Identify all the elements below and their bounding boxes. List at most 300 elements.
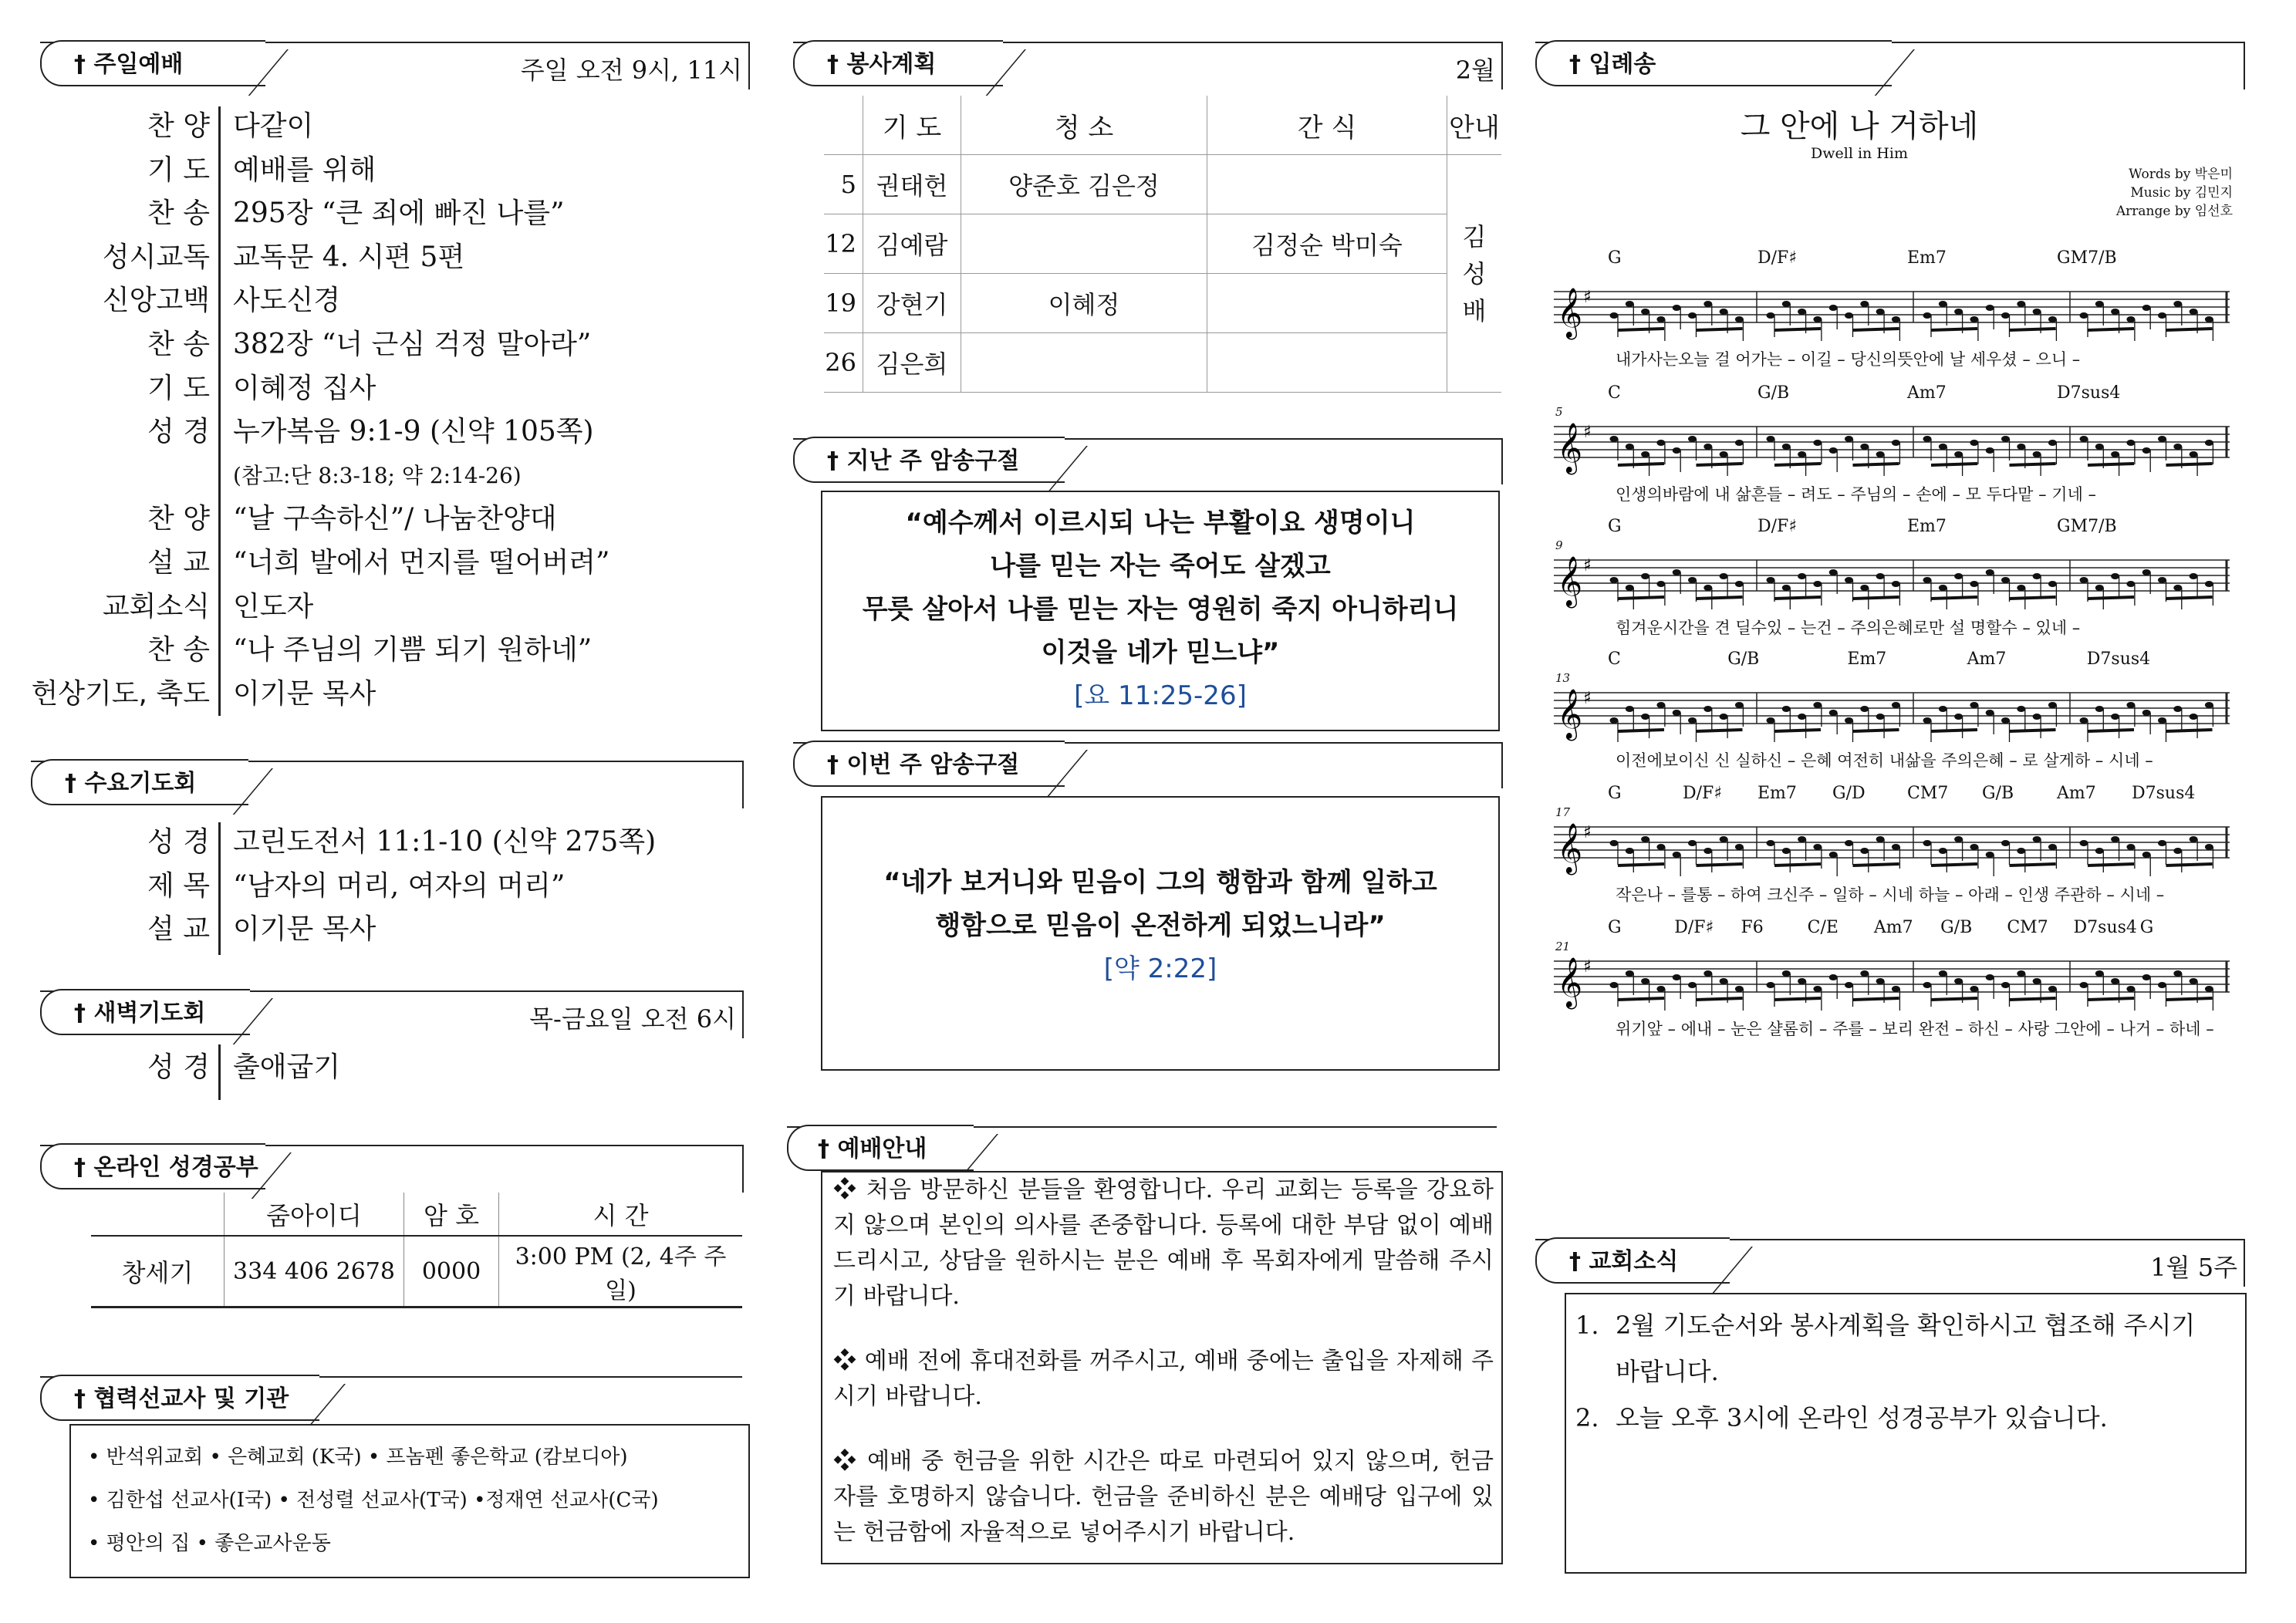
note-head	[2111, 714, 2119, 720]
note-beam	[1853, 597, 1899, 599]
chord-symbol: CM7	[1907, 784, 1949, 803]
note-head	[1970, 440, 1978, 446]
chord-symbol: GM7/B	[2057, 248, 2117, 268]
chord-symbol: D/F♯	[1757, 248, 1797, 268]
guide-title: † 예배안내	[818, 1135, 927, 1162]
missions-title: † 협력선교사 및 기관	[74, 1385, 289, 1412]
note-head	[1626, 970, 1634, 977]
note-head	[1641, 714, 1649, 720]
staff	[1554, 281, 2230, 350]
note-head	[1641, 573, 1649, 579]
note-head	[2001, 717, 2010, 724]
order-row	[46, 865, 741, 908]
note-head	[2158, 840, 2166, 846]
note-head	[1970, 316, 1978, 322]
chord-symbol: CM7	[2007, 918, 2048, 937]
service-row	[824, 155, 1501, 214]
note-head	[1845, 982, 1853, 988]
note-head	[1970, 702, 1978, 708]
note-head	[2142, 852, 2151, 858]
note-beam	[1853, 998, 1899, 1000]
order-value: 출애굽기	[233, 1051, 341, 1083]
note-head	[1782, 848, 1791, 854]
note-head	[1892, 581, 1900, 587]
service-month: 2월	[1455, 56, 1495, 85]
order-value: (참고:단 8:3-18; 약 2:14-26)	[233, 462, 522, 488]
note-head	[1688, 577, 1697, 583]
service-usher	[1447, 155, 1502, 393]
online-col-empty	[91, 1193, 225, 1236]
note-head	[1720, 836, 1728, 842]
measure-number: 13	[1555, 671, 1571, 685]
song-title: 그 안에 나 거하네	[1740, 109, 1979, 144]
online-cell-pw: 0000	[404, 1236, 499, 1308]
usher-char: 김	[1462, 221, 1487, 251]
note-head	[2205, 316, 2213, 322]
note-head	[1720, 714, 1728, 720]
service-col-usher: 안내	[1447, 96, 1502, 155]
note-head	[1986, 305, 1994, 311]
order-row	[46, 149, 741, 192]
note-head	[1939, 706, 1947, 712]
chord-symbol: D/F♯	[1674, 918, 1714, 937]
note-head	[1673, 447, 1681, 454]
note-head	[2033, 978, 2041, 984]
order-row	[46, 410, 741, 454]
note-head	[2111, 978, 2119, 984]
note-head	[2205, 581, 2213, 587]
note-head	[2033, 309, 2041, 315]
chord-symbol: Em7	[1757, 784, 1797, 803]
note-beam	[1697, 597, 1743, 599]
note-head	[1813, 986, 1822, 992]
order-value: 이기문 목사	[233, 677, 376, 710]
order-value: 교독문 4. 시편 5편	[233, 241, 465, 273]
order-value: “나 주님의 기쁨 되기 원하네”	[233, 634, 593, 666]
note-head	[1939, 585, 1947, 591]
note-head	[2048, 440, 2057, 446]
note-head	[2001, 840, 2010, 846]
note-head	[2001, 436, 2010, 442]
note-head	[2173, 848, 2182, 854]
note-head	[2017, 585, 2025, 591]
staff	[1554, 682, 2230, 751]
order-value: 예배를 위해	[233, 154, 376, 186]
note-head	[1703, 444, 1712, 450]
note-head	[1923, 312, 1932, 319]
service-prayer: 강현기	[863, 274, 961, 333]
this-verse-ref: [약 2:22]	[1103, 953, 1217, 984]
note-head	[1986, 974, 1994, 980]
note-head	[1798, 714, 1806, 720]
order-row	[46, 367, 741, 410]
note-head	[1688, 436, 1697, 442]
note-head	[1673, 974, 1681, 980]
order-value: 382장 “너 근심 걱정 말아라”	[233, 329, 592, 360]
sunday-title: † 주일예배	[74, 51, 184, 78]
order-row	[46, 542, 741, 585]
measure-number: 9	[1555, 538, 1563, 552]
note-head	[2205, 986, 2213, 992]
this-verse-box	[821, 796, 1500, 1071]
note-head	[2080, 840, 2088, 846]
note-head	[2048, 844, 2057, 850]
note-head	[1703, 585, 1712, 591]
note-head	[2095, 444, 2104, 450]
note-head	[1641, 309, 1649, 315]
service-snack: 김정순 박미숙	[1207, 214, 1447, 274]
note-head	[1954, 714, 1963, 720]
note-head	[1970, 844, 1978, 850]
note-head	[1798, 451, 1806, 457]
service-snack	[1207, 333, 1447, 393]
chord-symbol: D7sus4	[2057, 383, 2121, 403]
note-head	[1892, 440, 1900, 446]
order-label: 찬 송	[147, 634, 210, 666]
note-head	[1656, 844, 1665, 850]
note-head	[2017, 301, 2025, 307]
note-head	[1939, 301, 1947, 307]
missions-line-3: • 평안의 집 • 좋은교사운동	[88, 1532, 331, 1555]
note-beam	[1618, 998, 1664, 1000]
this-verse-title: † 이번 주 암송구절	[827, 751, 1020, 778]
note-head	[2048, 316, 2057, 322]
note-beam	[1774, 464, 1821, 465]
note-head	[1798, 573, 1806, 579]
service-clean	[961, 333, 1207, 393]
service-title: † 봉사계획	[827, 51, 937, 78]
order-value: 295장 “큰 죄에 빠진 나를”	[233, 197, 565, 230]
order-label: 찬 송	[147, 197, 210, 230]
measure-number: 21	[1555, 940, 1571, 953]
note-beam	[1774, 998, 1821, 1000]
note-head	[1688, 840, 1697, 846]
note-head	[2126, 702, 2135, 708]
note-beam	[2166, 998, 2213, 1000]
note-head	[1986, 447, 1994, 454]
note-beam	[2088, 998, 2134, 1000]
chord-symbol: G/D	[1832, 784, 1866, 803]
chord-symbol: G/B	[1982, 784, 2014, 803]
online-col-pw: 암 호	[404, 1193, 499, 1236]
staff	[1554, 416, 2230, 485]
service-clean: 양준호 김은정	[961, 155, 1207, 214]
chord-symbol: Em7	[1847, 650, 1887, 669]
key-sharp-icon: ♯	[1583, 689, 1592, 708]
note-head	[1939, 444, 1947, 450]
note-beam	[2166, 329, 2213, 330]
missions-box	[69, 1424, 750, 1578]
note-head	[1829, 447, 1838, 454]
note-head	[2126, 440, 2135, 446]
note-head	[1735, 702, 1744, 708]
online-table-header	[91, 1193, 742, 1236]
note-head	[1782, 706, 1791, 712]
chord-symbol: Em7	[1907, 248, 1947, 268]
note-beam	[1931, 864, 1977, 865]
order-value: “남자의 머리, 여자의 머리”	[233, 869, 566, 902]
chord-symbol: D/F♯	[1757, 517, 1797, 536]
note-head	[2017, 970, 2025, 977]
song-credits	[2037, 165, 2233, 221]
chord-symbol: D/F♯	[1683, 784, 1722, 803]
online-table	[91, 1193, 742, 1308]
note-head	[2080, 982, 2088, 988]
service-row	[824, 333, 1501, 393]
news-header	[1535, 1239, 2245, 1287]
order-row	[46, 236, 741, 279]
note-head	[1829, 974, 1838, 980]
note-head	[1656, 581, 1665, 587]
note-head	[2126, 581, 2135, 587]
note-head	[1673, 569, 1681, 575]
note-head	[1720, 978, 1728, 984]
chord-symbol: Am7	[1967, 650, 2007, 669]
note-head	[1829, 852, 1838, 858]
note-head	[1876, 451, 1885, 457]
note-head	[1892, 844, 1900, 850]
note-head	[1986, 569, 1994, 575]
note-head	[2111, 836, 2119, 842]
treble-clef-icon: 𝄞	[1557, 689, 1583, 739]
order-value: 고린도전서 11:1-10 (신약 275쪽)	[233, 826, 657, 858]
note-head	[1876, 978, 1885, 984]
chord-symbol: C/E	[1807, 918, 1838, 937]
note-head	[1970, 986, 1978, 992]
lyric-line: 힘겨운시간을 견 딜수있 – 는건 – 주의은혜로만 설 명할수 – 있네 –	[1616, 619, 2081, 637]
note-head	[1923, 577, 1932, 583]
note-head	[2048, 581, 2057, 587]
order-label: 헌상기도, 축도	[31, 677, 210, 710]
note-head	[1954, 451, 1963, 457]
note-head	[2190, 714, 2198, 720]
chord-symbol: C	[1608, 650, 1621, 669]
note-head	[1688, 717, 1697, 724]
usher-char: 배	[1462, 295, 1487, 326]
note-beam	[1697, 864, 1743, 865]
note-head	[1782, 444, 1791, 450]
note-head	[1876, 836, 1885, 842]
note-head	[1735, 316, 1744, 322]
note-head	[2111, 309, 2119, 315]
order-value: “날 구속하신”/ 나눔찬양대	[233, 503, 557, 535]
note-head	[1813, 702, 1822, 708]
note-head	[1876, 309, 1885, 315]
key-sharp-icon: ♯	[1583, 556, 1592, 575]
note-head	[1720, 573, 1728, 579]
note-head	[1703, 301, 1712, 307]
note-head	[1641, 836, 1649, 842]
guide-paragraph: ❖ 예배 전에 휴대전화를 꺼주시고, 예배 중에는 출입을 자제해 주시기 바랍니다.	[833, 1348, 1494, 1410]
note-head	[1626, 444, 1634, 450]
note-head	[1798, 309, 1806, 315]
note-head	[1767, 717, 1775, 724]
note-head	[2095, 848, 2104, 854]
guide-paragraph: ❖ 예배 중 헌금을 위한 시간은 따로 마련되어 있지 않으며, 헌금자를 호명하지 않습니다. 헌금을 준비하신 분은 예배당 입구에 있는 헌금함에 자율적으로 넣어주시기 바랍니다.	[833, 1448, 1494, 1546]
online-cell-book: 창세기	[121, 1258, 194, 1287]
measure-number: 5	[1555, 405, 1563, 419]
order-label: 기 도	[147, 154, 210, 186]
note-head	[2080, 717, 2088, 724]
last-verse-ref: [요 11:25-26]	[1074, 680, 1247, 711]
note-beam	[1931, 998, 1977, 1000]
note-head	[2158, 982, 2166, 988]
order-label: 성 경	[147, 416, 210, 448]
note-head	[2033, 836, 2041, 842]
note-head	[1798, 978, 1806, 984]
chord-symbol: Am7	[1873, 918, 1913, 937]
note-head	[1970, 581, 1978, 587]
note-beam	[1697, 329, 1743, 330]
note-head	[1923, 982, 1932, 988]
chord-symbol: C	[1608, 383, 1621, 403]
note-head	[1641, 451, 1649, 457]
note-head	[1829, 710, 1838, 716]
staff	[1554, 950, 2230, 1020]
order-row	[46, 1046, 741, 1089]
note-head	[2205, 440, 2213, 446]
note-head	[2080, 436, 2088, 442]
note-head	[1923, 717, 1932, 724]
service-clean	[961, 214, 1207, 274]
note-head	[1923, 436, 1932, 442]
note-head	[2142, 569, 2151, 575]
note-beam	[1931, 597, 1977, 599]
note-head	[1954, 573, 1963, 579]
note-head	[1610, 577, 1619, 583]
note-beam	[2010, 864, 2056, 865]
note-head	[2173, 444, 2182, 450]
order-row	[46, 629, 741, 672]
order-row	[46, 585, 741, 629]
chord-symbol: G/B	[1757, 383, 1790, 403]
note-head	[1986, 852, 1994, 858]
note-beam	[2010, 464, 2056, 465]
note-head	[2158, 436, 2166, 442]
note-head	[2173, 585, 2182, 591]
note-head	[1813, 581, 1822, 587]
order-label: 찬 송	[147, 329, 210, 360]
note-head	[2001, 312, 2010, 319]
note-head	[1860, 706, 1869, 712]
note-head	[1610, 436, 1619, 442]
order-label: 교회소식	[102, 590, 210, 623]
note-beam	[2166, 864, 2213, 865]
song-header	[1535, 42, 2245, 89]
note-beam	[1697, 730, 1743, 731]
note-beam	[1853, 464, 1899, 465]
note-head	[1656, 316, 1665, 322]
note-beam	[1774, 730, 1821, 731]
last-verse-header	[793, 438, 1503, 484]
note-head	[2158, 312, 2166, 319]
note-head	[2126, 316, 2135, 322]
note-head	[1641, 978, 1649, 984]
note-head	[1656, 440, 1665, 446]
order-value: 다같이	[233, 110, 314, 142]
song-header-title: † 입례송	[1569, 51, 1656, 78]
note-head	[2048, 986, 2057, 992]
note-head	[2001, 982, 2010, 988]
last-verse-line: 무릇 살아서 나를 믿는 자는 영원히 죽지 아니하리니	[862, 594, 1459, 625]
note-head	[1876, 714, 1885, 720]
song-subtitle: Dwell in Him	[1811, 145, 1908, 162]
service-clean: 이혜정	[961, 274, 1207, 333]
dawn-header	[40, 990, 744, 1038]
note-head	[2111, 451, 2119, 457]
service-day: 12	[824, 214, 863, 274]
online-cell-zoom: 334 406 2678	[225, 1236, 404, 1308]
note-head	[1656, 986, 1665, 992]
note-head	[1767, 577, 1775, 583]
staff	[1554, 816, 2230, 886]
note-head	[2142, 447, 2151, 454]
note-head	[1626, 585, 1634, 591]
service-day: 26	[824, 333, 863, 393]
note-beam	[2166, 464, 2213, 465]
note-head	[1782, 301, 1791, 307]
note-head	[2080, 577, 2088, 583]
missions-line-1: • 반석위교회 • 은혜교회 (K국) • 프놈펜 좋은학교 (캄보디아)	[88, 1446, 628, 1469]
guide-header	[787, 1126, 1497, 1174]
service-prayer: 권태헌	[863, 155, 961, 214]
note-head	[2142, 974, 2151, 980]
note-head	[1954, 978, 1963, 984]
note-head	[2173, 301, 2182, 307]
note-beam	[2166, 730, 2213, 731]
chord-symbol: G	[2139, 918, 2154, 937]
news-box	[1565, 1293, 2247, 1574]
order-value: 인도자	[233, 590, 314, 623]
news-title: † 교회소식	[1569, 1248, 1679, 1275]
chord-symbol: D7sus4	[2073, 918, 2137, 937]
note-head	[1798, 836, 1806, 842]
chord-symbol: G	[1608, 517, 1622, 536]
online-header	[40, 1145, 744, 1193]
note-beam	[1774, 597, 1821, 599]
song-credit: Arrange by 임선호	[2115, 204, 2233, 219]
note-beam	[1618, 864, 1664, 865]
note-head	[1735, 986, 1744, 992]
song-credit: Words by 박은미	[2129, 167, 2233, 182]
order-row	[46, 323, 741, 366]
order-row	[31, 673, 741, 716]
treble-clef-icon: 𝄞	[1557, 288, 1583, 338]
this-verse-header	[793, 742, 1503, 788]
service-table-header	[824, 96, 1501, 155]
note-beam	[1853, 864, 1899, 865]
key-sharp-icon: ♯	[1583, 288, 1592, 307]
note-head	[2095, 706, 2104, 712]
news-date: 1월 5주	[2150, 1253, 2237, 1282]
service-row	[824, 274, 1501, 333]
last-verse-box	[821, 491, 1500, 731]
order-row	[46, 821, 741, 864]
online-col-zoom: 줌아이디	[225, 1193, 404, 1236]
note-head	[1626, 706, 1634, 712]
note-head	[1813, 316, 1822, 322]
note-head	[1860, 970, 1869, 977]
order-value: 이기문 목사	[233, 913, 376, 946]
wednesday-title: † 수요기도회	[65, 770, 197, 797]
note-head	[2190, 309, 2198, 315]
last-verse-line: 나를 믿는 자는 죽어도 살겠고	[990, 551, 1331, 582]
note-beam	[1931, 329, 1977, 330]
note-head	[1954, 309, 1963, 315]
note-head	[2126, 844, 2135, 850]
note-beam	[1774, 329, 1821, 330]
note-head	[1845, 312, 1853, 319]
